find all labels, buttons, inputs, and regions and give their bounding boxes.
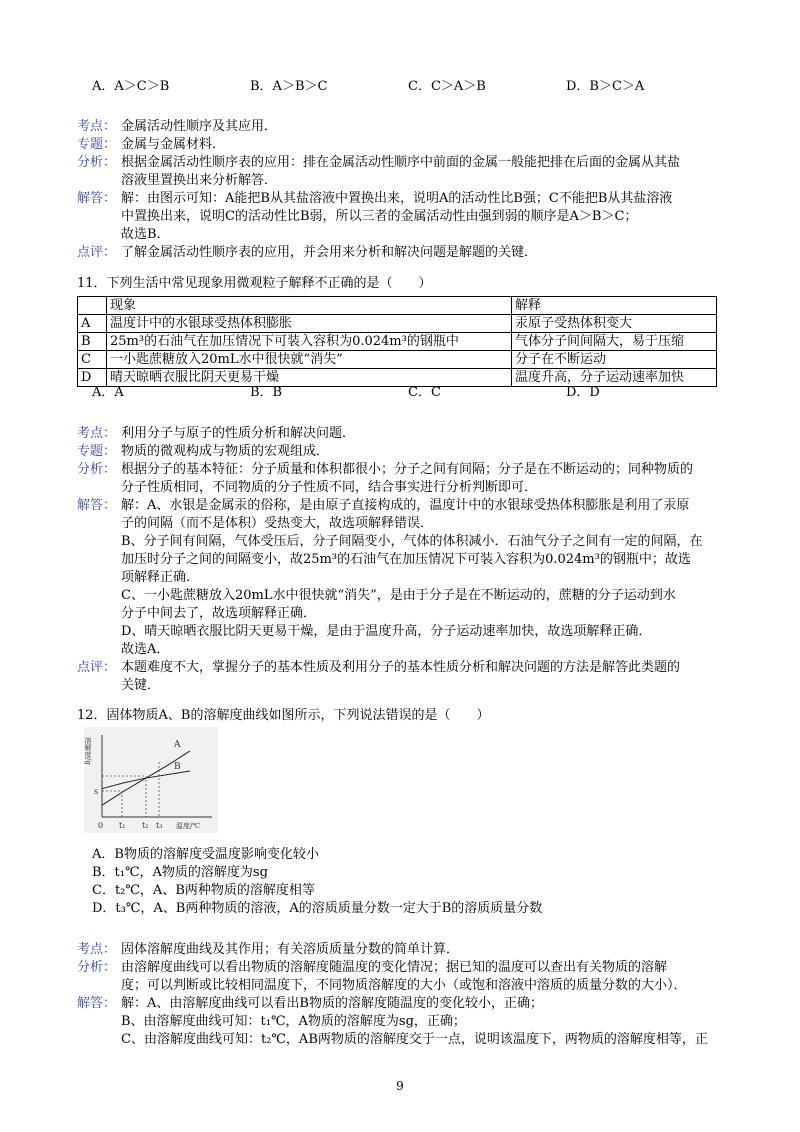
- solubility-chart: [84, 727, 218, 833]
- q11-jieda-7: 分子中间去了，故选项解释正确．: [121, 606, 317, 621]
- q11-option-b: B．B: [250, 385, 283, 400]
- q11-dianping-1: 本题难度不大，掌握分子的基本性质及利用分子的基本性质分析和解决问题的方法是解答此类题的: [121, 660, 681, 675]
- row-letter: C: [78, 351, 107, 369]
- x-tick-t1: t₁: [119, 821, 126, 830]
- q12-kaodian: 固体溶解度曲线及其作用；有关溶质质量分数的简单计算．: [121, 942, 460, 957]
- x-axis-label: 温度/℃: [176, 822, 201, 830]
- x-tick-t3: t₃: [156, 821, 163, 830]
- table-header-letter: [78, 297, 107, 315]
- q11-zhuanti: 物质的微观构成与物质的宏观组成．: [121, 444, 330, 459]
- q11-fenxi-1: 根据分子的基本特征：分子质量和体积都很小；分子之间有间隔；分子是在不断运动的；同种物质的: [121, 462, 694, 477]
- table-header-phenomenon: 现象: [107, 297, 512, 315]
- q10-zhuanti-label: 专题：: [77, 137, 117, 152]
- q10-kaodian: 金属活动性顺序及其应用．: [121, 119, 278, 134]
- q11-dianping-label: 点评：: [77, 660, 117, 675]
- q12-fenxi-label: 分析：: [77, 960, 117, 975]
- q10-options: [92, 78, 732, 96]
- row-explanation: 气体分子间间隔大，易于压缩: [512, 333, 717, 351]
- curve-b: [102, 771, 190, 789]
- q11-jieda-4: 加压时分子之间的间隔变小，故25m³的石油气在加压情况下可装入容积为0.024m³的钢瓶中；故选: [121, 552, 691, 567]
- q10-option-a: A．A＞C＞B: [92, 79, 170, 94]
- row-letter: A: [78, 315, 107, 333]
- q12-jieda-3: C、由溶解度曲线可知：t₂℃，AB两物质的溶解度交于一点，说明该温度下，两物质的溶解度相等，正: [121, 1032, 708, 1047]
- q10-jieda-2: 中置换出来，说明C的活动性比B弱，所以三者的金属活动性由强到弱的顺序是A＞B＞C；: [121, 209, 638, 224]
- row-phenomenon: 温度计中的水银球受热体积膨胀: [107, 315, 512, 333]
- curve-a-label: A: [174, 740, 181, 750]
- q11-jieda-2: 子的间隔（而不是体积）受热变大，故选项解释错误．: [121, 516, 434, 531]
- q11-table: [77, 296, 717, 387]
- table-row: [78, 315, 717, 333]
- q10-fenxi-1: 根据金属活动性顺序表的应用：排在金属活动性顺序中前面的金属一般能把排在后面的金属从其盐: [121, 155, 681, 170]
- q10-fenxi-label: 分析：: [77, 155, 117, 170]
- row-phenomenon: 25m³的石油气在加压情况下可装入容积为0.024m³的钢瓶中: [107, 333, 512, 351]
- table-header-explanation: 解释: [512, 297, 717, 315]
- q12-question: 12．固体物质A、B的溶解度曲线如图所示，下列说法错误的是（ ）: [77, 708, 490, 723]
- row-explanation: 汞原子受热体积变大: [512, 315, 717, 333]
- q10-option-c: C．C＞A＞B: [408, 79, 486, 94]
- q10-jieda-3: 故选B．: [121, 227, 170, 242]
- y-axis-label: 溶解度/g: [84, 737, 92, 765]
- q11-jieda-6: C、一小匙蔗糖放入20mL水中很快就“消失”，是由于分子是在不断运动的，蔗糖的分子运动到水: [121, 588, 676, 603]
- q12-jieda-label: 解答：: [77, 996, 117, 1011]
- y-tick-s: s: [94, 787, 99, 796]
- x-tick-origin: 0: [98, 821, 104, 830]
- q11-jieda-3: B、分子间有间隔，气体受压后，分子间隔变小，气体的体积减小．石油气分子之间有一定的间隔，在: [121, 534, 703, 549]
- q12-fenxi-1: 由溶解度曲线可以看出物质的溶解度随温度的变化情况；据已知的温度可以查出有关物质的溶解: [121, 960, 668, 975]
- curve-b-label: B: [174, 762, 181, 772]
- q11-fenxi-2: 分子性质相同，不同物质的分子性质不同，结合事实进行分析判断即可．: [121, 480, 538, 495]
- q10-dianping: 了解金属活动性顺序表的应用，并会用来分析和解决问题是解题的关键．: [121, 245, 538, 260]
- q10-jieda-label: 解答：: [77, 191, 117, 206]
- q12-jieda-1: 解：A、由溶解度曲线可以看出B物质的溶解度随温度的变化较小，正确；: [121, 996, 543, 1011]
- q12-fenxi-2: 度；可以判断或比较相同温度下，不同物质溶解度的大小（或饱和溶液中溶质的质量分数的大小）．: [121, 978, 687, 993]
- q11-question: 11．下列生活中常见现象用微观粒子解释不正确的是（ ）: [77, 276, 432, 291]
- row-explanation: 分子在不断运动: [512, 351, 717, 369]
- q11-kaodian: 利用分子与原子的性质分析和解决问题．: [121, 426, 356, 441]
- q12-option-b: B．t₁℃，A物质的溶解度为sg: [92, 865, 268, 880]
- q11-dianping-2: 关键．: [121, 678, 161, 693]
- row-phenomenon: 一小匙蔗糖放入20mL水中很快就“消失”: [107, 351, 512, 369]
- q11-option-c: C．C: [408, 385, 441, 400]
- solubility-chart-svg: [84, 727, 218, 833]
- page-number: 9: [396, 1079, 404, 1093]
- q10-kaodian-label: 考点：: [77, 119, 117, 134]
- row-phenomenon: 晴天晾晒衣服比阴天更易干燥: [107, 369, 512, 387]
- row-explanation: 温度升高，分子运动速率加快: [512, 369, 717, 387]
- table-row: [78, 333, 717, 351]
- row-letter: B: [78, 333, 107, 351]
- q12-option-c: C．t₂℃，A、B两种物质的溶解度相等: [92, 883, 315, 898]
- q11-jieda-9: 故选A．: [121, 642, 170, 657]
- q11-option-a: A．A: [92, 385, 124, 400]
- q11-kaodian-label: 考点：: [77, 426, 117, 441]
- q11-fenxi-label: 分析：: [77, 462, 117, 477]
- row-letter: D: [78, 369, 107, 387]
- q10-fenxi-2: 溶液里置换出来分析解答．: [121, 173, 278, 188]
- q11-jieda-1: 解：A、水银是金属汞的俗称，是由原子直接构成的，温度计中的水银球受热体积膨胀是利用了汞原: [121, 498, 690, 513]
- q12-kaodian-label: 考点：: [77, 942, 117, 957]
- q11-options: [92, 384, 732, 402]
- q11-jieda-8: D、晴天晾晒衣服比阴天更易干燥，是由于温度升高，分子运动速率加快，故选项解释正确．: [121, 624, 652, 639]
- q12-option-a: A．B物质的溶解度受温度影响变化较小: [92, 847, 319, 862]
- table-row: [78, 351, 717, 369]
- q11-jieda-5: 项解释正确．: [121, 570, 200, 585]
- q12-option-d: D．t₃℃，A、B两种物质的溶液，A的溶质质量分数一定大于B的溶质质量分数: [92, 901, 543, 916]
- q10-jieda-1: 解：由图示可知：A能把B从其盐溶液中置换出来，说明A的活动性比B强；C不能把B从其盐溶液: [121, 191, 673, 206]
- q11-option-d: D．D: [566, 385, 600, 400]
- q10-option-b: B．A＞B＞C: [250, 79, 328, 94]
- q10-zhuanti: 金属与金属材料．: [121, 137, 226, 152]
- x-tick-t2: t₂: [142, 821, 149, 830]
- q10-option-d: D．B＞C＞A: [566, 79, 645, 94]
- q12-jieda-2: B、由溶解度曲线可知：t₁℃，A物质的溶解度为sg，正确；: [121, 1014, 466, 1029]
- q11-jieda-label: 解答：: [77, 498, 117, 513]
- q11-zhuanti-label: 专题：: [77, 444, 117, 459]
- q10-dianping-label: 点评：: [77, 245, 117, 260]
- table-header-row: [78, 297, 717, 315]
